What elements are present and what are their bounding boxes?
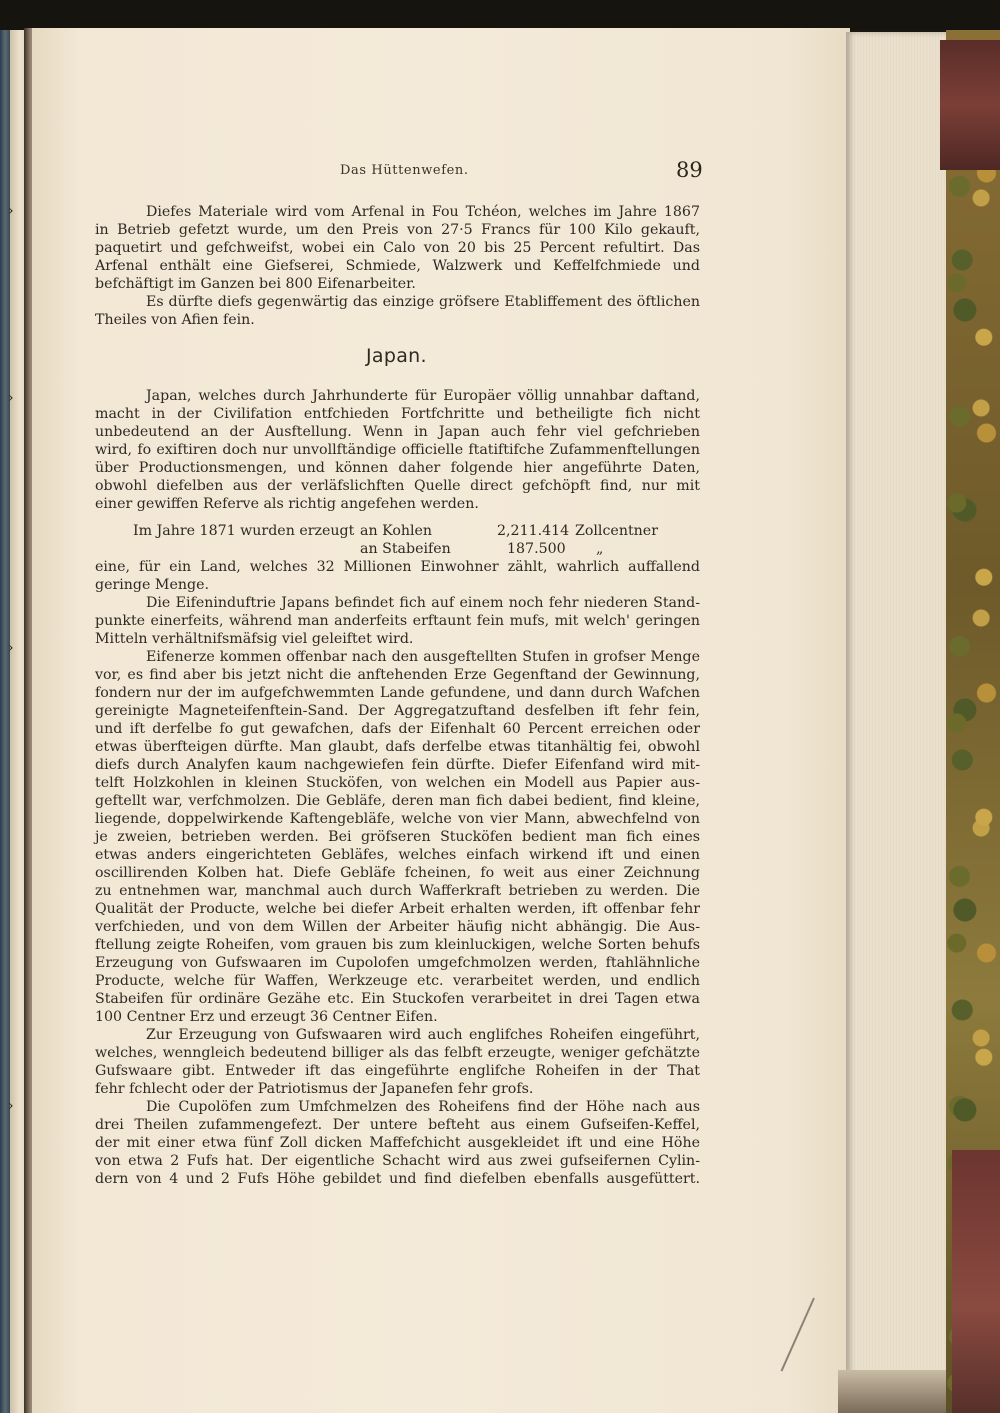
text-line: Qualität der Producte, welche bei diefer Arbeit erhalten werden, ift offenbar fehr (95, 901, 700, 917)
text-line: über Productionsmengen, und können daher folgende hier angeführte Daten, (95, 460, 700, 476)
table-row-unit: Zollcentner (575, 523, 658, 539)
text-line: macht in der Civilifation entfchieden Fortfchritte und betheiligte fich nicht (95, 406, 700, 422)
text-line: befchäftigt im Ganzen bei 800 Eifenarbeiter. (95, 276, 416, 292)
text-line: wird, fo exiftiren doch nur unvollftändige officielle ftatiftifche Zufammenftellungen (95, 442, 700, 458)
text-line: in Betrieb gefetzt wurde, um den Preis von 27·5 Francs für 100 Kilo gekauft, (95, 222, 700, 238)
table-row-unit: „ (596, 541, 604, 557)
text-line: Die Eifeninduftrie Japans befindet fich auf einem noch fehr niederen Stand- (146, 595, 700, 611)
text-line: Gufswaare gibt. Entweder ift das eingeführte englifche Roheifen in der That (95, 1063, 700, 1079)
text-line: unbedeutend an der Ausftellung. Wenn in Japan auch fehr viel gefchrieben (95, 424, 700, 440)
text-line: vor, es find aber bis jetzt nicht die anftehenden Erze Gegenftand der Gewinnung, (95, 667, 700, 683)
text-line: punkte einerfeits, während man anderfeits erftaunt fein mufs, mit welch' geringen (95, 613, 700, 629)
text-line: der mit einer etwa fünf Zoll dicken Maffefchicht ausgekleidet ift und eine Höhe (95, 1135, 700, 1151)
text-line: liegende, doppelwirkende Kaftengebläfe, welche von vier Mann, abwechfelnd von (95, 811, 700, 827)
text-line: obwohl diefelben aus der verläfslichften Quelle direct gefchöpft find, nur mit (95, 478, 700, 494)
text-line: Zur Erzeugung von Gufswaaren wird auch englifches Roheifen eingeführt, (146, 1027, 700, 1043)
table-row-value: 187.500 (507, 541, 566, 557)
text-line: einer gewiffen Referve als richtig angefehen werden. (95, 496, 479, 512)
text-line: Erzeugung von Gufswaaren im Cupolofen umgefchmolzen werden, ftahlähnliche (95, 955, 700, 971)
text-line: oscillirenden Kolben hat. Diefe Gebläfe fcheinen, fo weit aus einer Zeichnung (95, 865, 700, 881)
page-number: 89 (676, 158, 703, 182)
text-line: von etwa 2 Fufs hat. Der eigentliche Schacht wird aus zwei gufseifernen Cylin- (95, 1153, 700, 1169)
text-line: etwas anders eingerichteten Gebläfes, welches einfach wirkend ift und einen (95, 847, 700, 863)
text-line: ftellung zeigte Roheifen, vom grauen bis zum kleinluckigen, welche Sorten behufs (95, 937, 700, 953)
margin-mark: › (8, 203, 14, 219)
table-intro: Im Jahre 1871 wurden erzeugt (133, 523, 355, 539)
text-line: Mitteln verhältnifsmäfsig viel geleiftet wird. (95, 631, 414, 647)
text-line: verfchieden, und von dem Willen der Arbeiter häufig nicht abhängig. Die Aus- (95, 919, 700, 935)
table-row-label: an Kohlen (360, 523, 433, 539)
running-head: Das Hüttenwefen. (340, 163, 469, 178)
text-line: geftellt war, verfchmolzen. Die Gebläfe, deren man fich dabei bedient, find kleine, (95, 793, 700, 809)
text-line: etwas überfteigen dürfte. Man glaubt, dafs derfelbe etwas titanhältig fei, obwohl (95, 739, 700, 755)
text-line: und ift derfelbe fo gut gewafchen, dafs der Eifenhalt 60 Percent erreichen oder (95, 721, 700, 737)
margin-mark: › (8, 1098, 14, 1114)
text-line: diefs durch Analyfen kaum nachgewiefen fein dürfte. Diefer Eifenfand wird mit- (95, 757, 700, 773)
page-edges-bottom (838, 1370, 958, 1413)
text-line: Eifenerze kommen offenbar nach den ausgeftellten Stufen in grofser Menge (146, 649, 700, 665)
text-line: fondern nur der im aufgefchwemmten Lande gefundene, und dann durch Wafchen (95, 685, 700, 701)
text-line: 100 Centner Erz und erzeugt 36 Centner Eifen. (95, 1009, 438, 1025)
text-line: welches, wenngleich bedeutend billiger als das felbft erzeugte, weniger gefchätzte (95, 1045, 700, 1061)
left-cover-edge (0, 30, 10, 1413)
text-line: Producte, welche für Waffen, Werkzeuge etc. verarbeitet werden, und endlich (95, 973, 700, 989)
text-line: Die Cupolöfen zum Umfchmelzen des Roheifens find der Höhe nach aus (146, 1099, 700, 1115)
text-line: geringe Menge. (95, 577, 209, 593)
table-row-value: 2,211.414 (497, 523, 570, 539)
text-line: Stabeifen für ordinäre Gezähe etc. Ein Stuckofen verarbeitet in drei Tagen etwa (95, 991, 700, 1007)
section-title: Japan. (366, 345, 427, 367)
text-line: gereinigte Magneteifenftein-Sand. Der Aggregatzuftand desfelben ift fehr fein, (95, 703, 700, 719)
text-line: Arfenal enthält eine Giefserei, Schmiede, Walzwerk und Keffelfchmiede und (95, 258, 700, 274)
leather-corner-top (940, 40, 1000, 170)
text-line: paquetirt und gefchweifst, wobei ein Calo von 20 bis 25 Percent refultirt. Das (95, 240, 700, 256)
text-line: je zweien, betrieben werden. Bei gröfseren Stucköfen bedient man fich eines (95, 829, 700, 845)
margin-mark: › (8, 390, 14, 406)
text-line: dern von 4 und 2 Fufs Höhe gebildet und find diefelben ebenfalls ausgefüttert. (95, 1171, 700, 1187)
scan-background (0, 0, 1000, 30)
table-row-label: an Stabeifen (360, 541, 451, 557)
text-line: fehr fchlecht oder der Patriotismus der Japanefen fehr grofs. (95, 1081, 534, 1097)
page-edges (846, 32, 954, 1377)
text-line: Es dürfte diefs gegenwärtig das einzige gröfsere Etabliffement des öftlichen (146, 294, 700, 310)
text-line: zu entnehmen war, manchmal auch durch Wafferkraft betrieben zu werden. Die (95, 883, 700, 899)
text-line: Diefes Materiale wird vom Arfenal in Fou Tchéon, welches im Jahre 1867 (146, 204, 700, 220)
leather-corner-bottom (952, 1150, 1000, 1413)
text-line: Japan, welches durch Jahrhunderte für Europäer völlig unnahbar daftand, (146, 388, 700, 404)
text-line: Theiles von Afien fein. (95, 312, 255, 328)
text-line: eine, für ein Land, welches 32 Millionen Einwohner zählt, wahrlich auffallend (95, 559, 700, 575)
text-line: drei Theilen zufammengefezt. Der untere befteht aus einem Gufseifen-Keffel, (95, 1117, 700, 1133)
text-line: telft Holzkohlen in kleinen Stucköfen, von welchen ein Modell aus Papier aus- (95, 775, 700, 791)
margin-mark: › (8, 640, 14, 656)
